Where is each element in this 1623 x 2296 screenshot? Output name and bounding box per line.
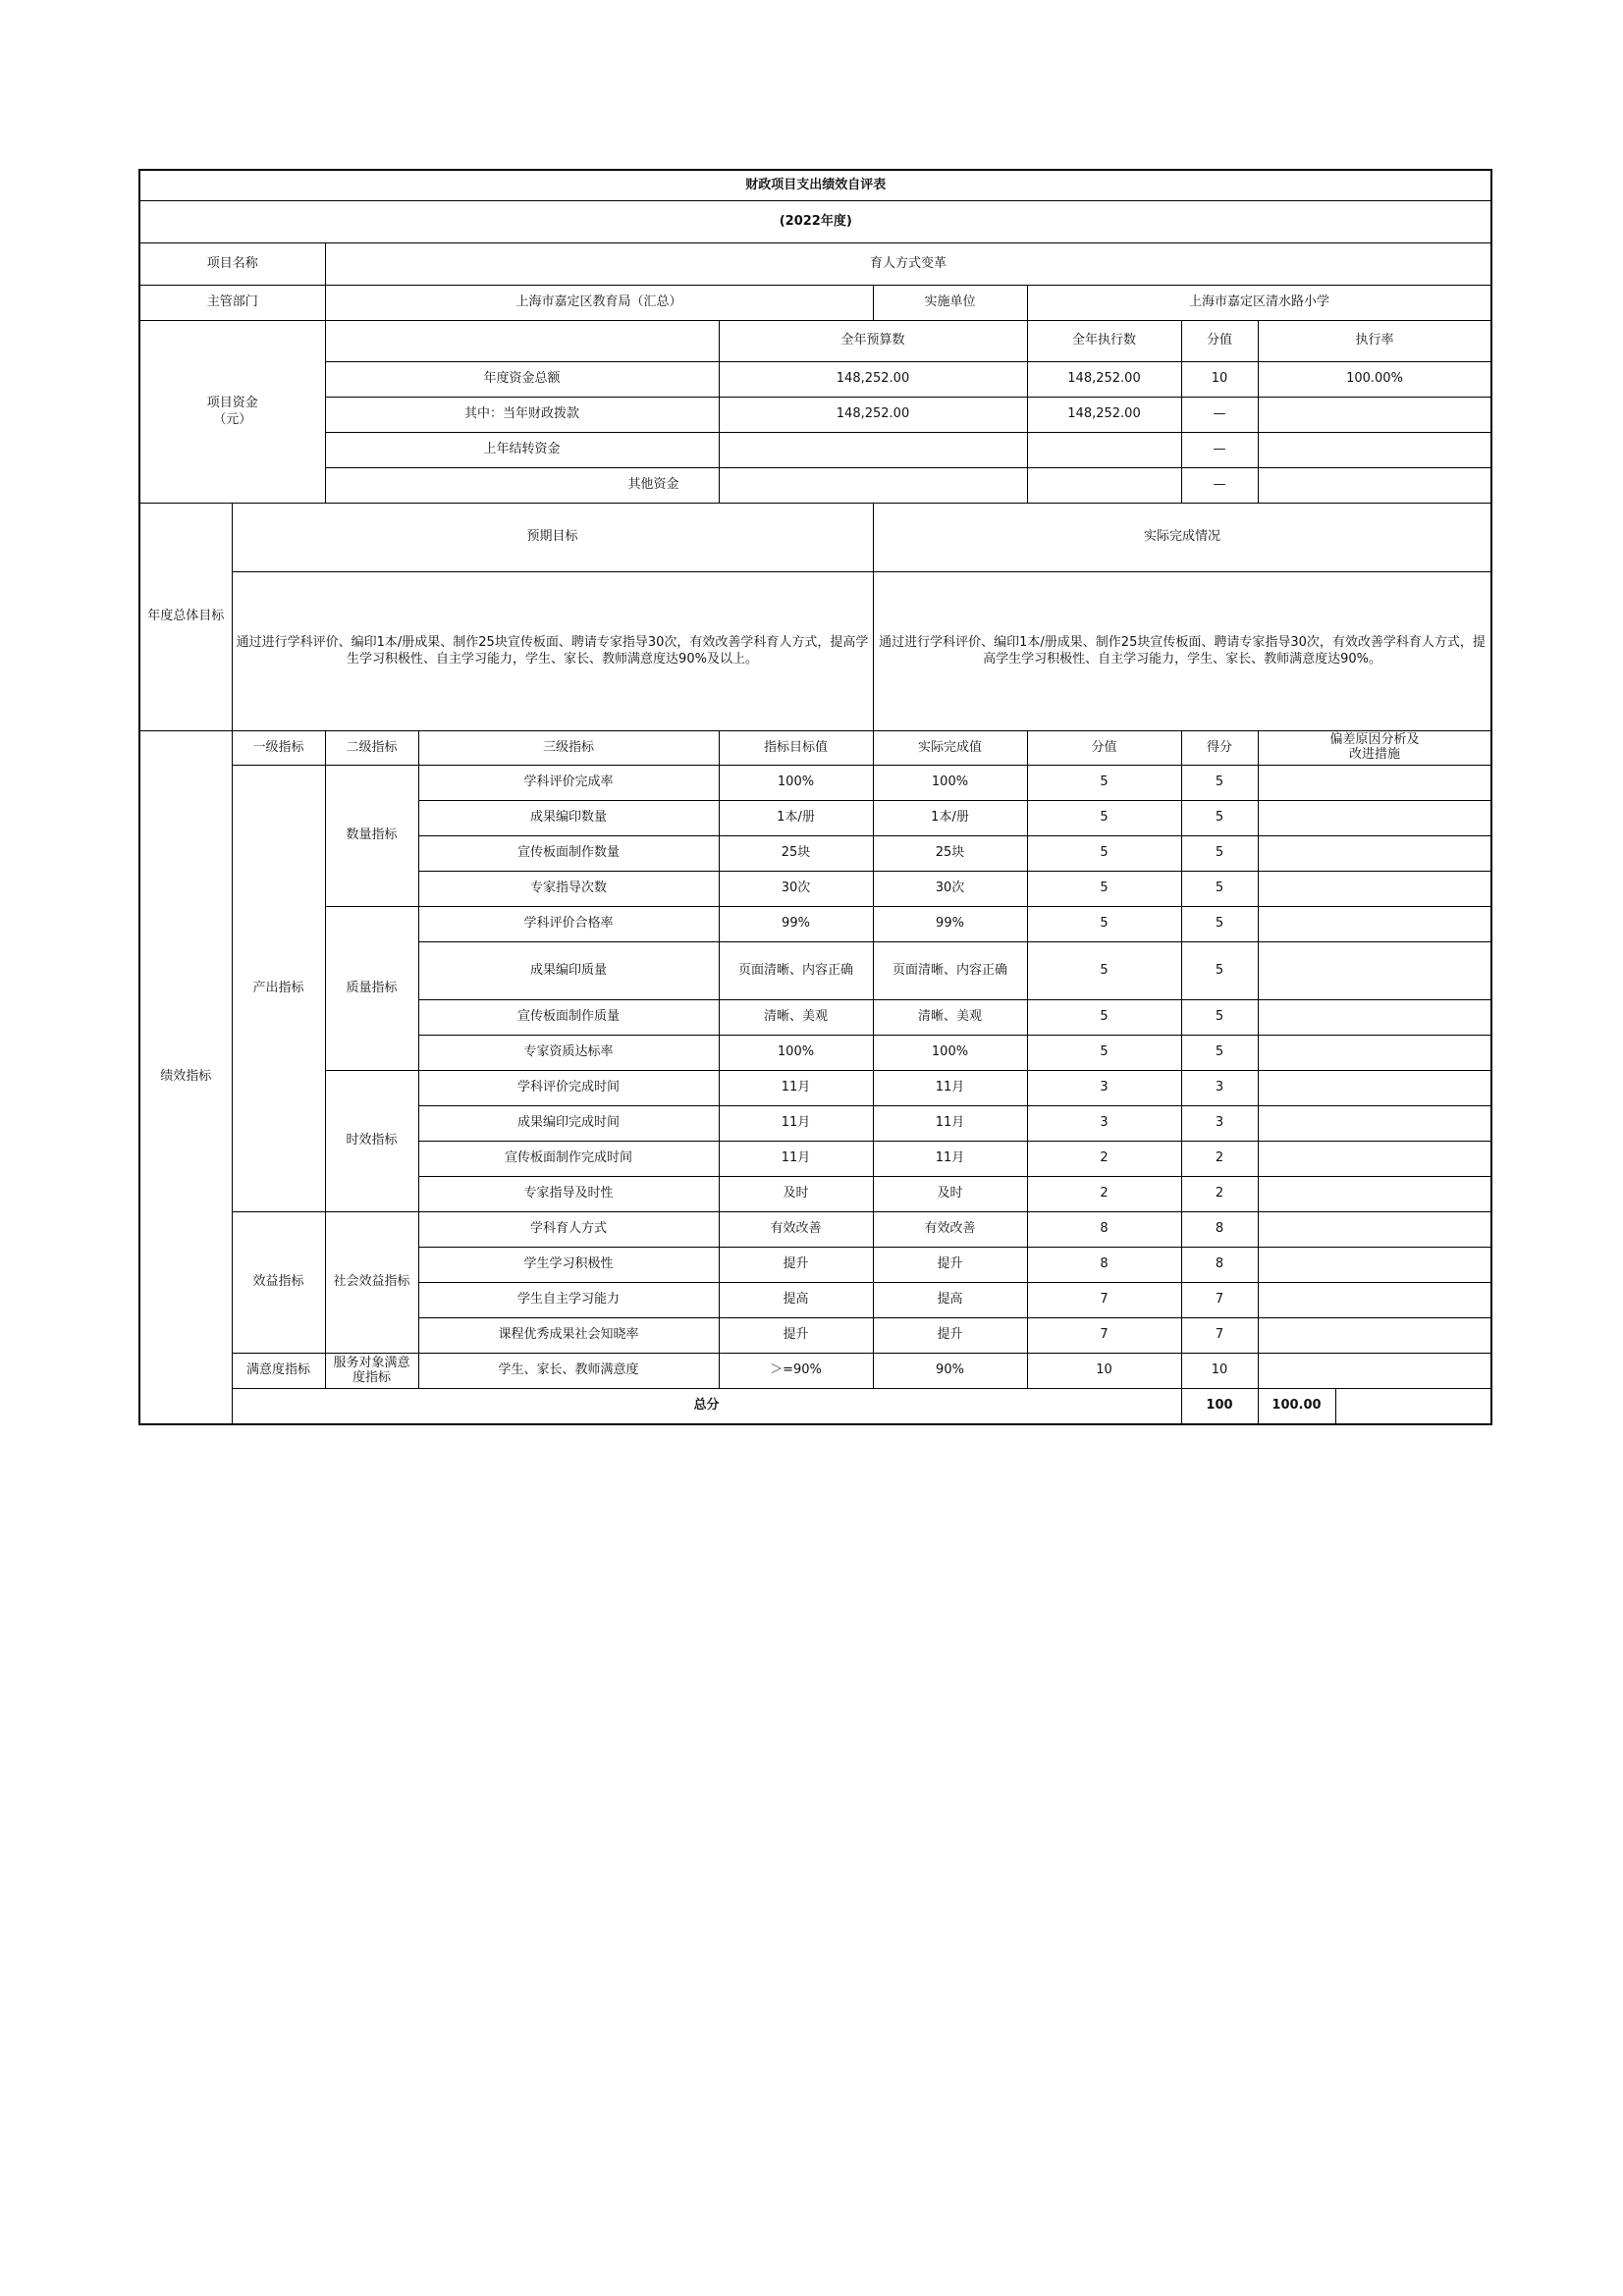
indicator-actual: 11月 (873, 1071, 1027, 1106)
indicator-score-val: 5 (1027, 766, 1181, 801)
funds-row-budget (719, 468, 1027, 504)
indicator-score: 5 (1181, 1000, 1258, 1036)
indicator-score-val: 5 (1027, 1036, 1181, 1071)
indicator-score-val: 8 (1027, 1248, 1181, 1283)
perf-header: 一级指标 (232, 731, 325, 766)
funds-row-budget: 148,252.00 (719, 398, 1027, 433)
perf-header: 分值 (1027, 731, 1181, 766)
indicator-deviation (1258, 836, 1491, 872)
funds-header-rate: 执行率 (1258, 321, 1491, 362)
perf-header: 三级指标 (418, 731, 719, 766)
funds-row-exec (1027, 468, 1181, 504)
indicator-actual: 页面清晰、内容正确 (873, 942, 1027, 1000)
indicator-score: 10 (1181, 1354, 1258, 1389)
indicator-target: 有效改善 (719, 1212, 873, 1248)
indicator-deviation (1258, 1000, 1491, 1036)
funds-header-exec: 全年执行数 (1027, 321, 1181, 362)
indicator-score-val: 5 (1027, 872, 1181, 907)
indicator-target: 1本/册 (719, 801, 873, 836)
indicator-name: 成果编印数量 (418, 801, 719, 836)
indicator-score: 8 (1181, 1248, 1258, 1283)
indicator-target: 30次 (719, 872, 873, 907)
indicator-score-val: 2 (1027, 1142, 1181, 1177)
funds-row-score-val: 10 (1181, 362, 1258, 398)
indicator-score: 5 (1181, 1036, 1258, 1071)
funds-header-score-val: 分值 (1181, 321, 1258, 362)
funds-row-budget (719, 433, 1027, 468)
indicator-actual: 11月 (873, 1106, 1027, 1142)
indicator-target: 及时 (719, 1177, 873, 1212)
indicator-actual: 提高 (873, 1283, 1027, 1318)
indicator-score-val: 5 (1027, 1000, 1181, 1036)
indicator-target: 25块 (719, 836, 873, 872)
indicator-target: ＞=90% (719, 1354, 873, 1389)
funds-row-label: 上年结转资金 (325, 433, 719, 468)
indicator-score-val: 8 (1027, 1212, 1181, 1248)
indicator-name: 成果编印质量 (418, 942, 719, 1000)
project-name-label: 项目名称 (139, 243, 325, 286)
indicator-name: 学科评价完成率 (418, 766, 719, 801)
indicator-target: 提升 (719, 1248, 873, 1283)
funds-row-exec (1027, 433, 1181, 468)
indicator-actual: 100% (873, 766, 1027, 801)
funds-row-rate (1258, 398, 1491, 433)
total-deviation (1335, 1389, 1491, 1424)
indicator-deviation (1258, 872, 1491, 907)
indicator-deviation (1258, 1142, 1491, 1177)
indicator-actual: 11月 (873, 1142, 1027, 1177)
indicator-deviation (1258, 1036, 1491, 1071)
funds-row-exec: 148,252.00 (1027, 362, 1181, 398)
indicator-deviation (1258, 1248, 1491, 1283)
expected-goal-text: 通过进行学科评价、编印1本/册成果、制作25块宣传板面、聘请专家指导30次，有效改善学科育人方式，提高学生学习积极性、自主学习能力，学生、家长、教师满意度达90%及以上。 (232, 572, 873, 731)
performance-table (138, 169, 1492, 1425)
total-score: 100.00 (1258, 1389, 1335, 1424)
indicator-target: 提升 (719, 1318, 873, 1354)
indicator-target: 100% (719, 1036, 873, 1071)
indicator-score: 7 (1181, 1318, 1258, 1354)
indicator-deviation (1258, 1106, 1491, 1142)
indicator-name: 学科评价完成时间 (418, 1071, 719, 1106)
actual-goal-header: 实际完成情况 (873, 504, 1491, 572)
indicator-target: 提高 (719, 1283, 873, 1318)
indicator-name: 专家指导次数 (418, 872, 719, 907)
indicator-deviation (1258, 1283, 1491, 1318)
indicator-score-val: 7 (1027, 1318, 1181, 1354)
funds-row-score-val: — (1181, 433, 1258, 468)
total-label: 总分 (232, 1389, 1181, 1424)
total-score-val: 100 (1181, 1389, 1258, 1424)
indicator-target: 11月 (719, 1106, 873, 1142)
perf-header: 实际完成值 (873, 731, 1027, 766)
indicator-actual: 有效改善 (873, 1212, 1027, 1248)
indicator-score: 2 (1181, 1142, 1258, 1177)
indicator-actual: 提升 (873, 1318, 1027, 1354)
level1-benefit: 效益指标 (232, 1212, 325, 1354)
expected-goal-header: 预期目标 (232, 504, 873, 572)
indicator-actual: 30次 (873, 872, 1027, 907)
indicator-name: 成果编印完成时间 (418, 1106, 719, 1142)
funds-row-rate (1258, 468, 1491, 504)
indicator-score-val: 5 (1027, 801, 1181, 836)
indicator-score: 5 (1181, 872, 1258, 907)
actual-goal-text: 通过进行学科评价、编印1本/册成果、制作25块宣传板面、聘请专家指导30次，有效改善学科育人方式，提高学生学习积极性、自主学习能力，学生、家长、教师满意度达90%。 (873, 572, 1491, 731)
level1-satisfaction: 满意度指标 (232, 1354, 325, 1389)
indicator-score-val: 2 (1027, 1177, 1181, 1212)
indicator-deviation (1258, 1071, 1491, 1106)
indicator-deviation (1258, 1354, 1491, 1389)
indicator-score: 5 (1181, 801, 1258, 836)
indicator-actual: 100% (873, 1036, 1027, 1071)
indicator-actual: 及时 (873, 1177, 1027, 1212)
indicator-name: 学生、家长、教师满意度 (418, 1354, 719, 1389)
project-name-value: 育人方式变革 (325, 243, 1491, 286)
indicator-actual: 90% (873, 1354, 1027, 1389)
funds-row-label: 其他资金 (325, 468, 719, 504)
dept-label: 主管部门 (139, 286, 325, 321)
indicator-target: 11月 (719, 1142, 873, 1177)
indicator-score-val: 5 (1027, 907, 1181, 942)
indicator-name: 学生学习积极性 (418, 1248, 719, 1283)
perf-header: 二级指标 (325, 731, 418, 766)
level2-social: 社会效益指标 (325, 1212, 418, 1354)
indicator-name: 课程优秀成果社会知晓率 (418, 1318, 719, 1354)
indicator-score-val: 10 (1027, 1354, 1181, 1389)
funds-row-exec: 148,252.00 (1027, 398, 1181, 433)
indicator-name: 宣传板面制作质量 (418, 1000, 719, 1036)
indicator-score: 5 (1181, 907, 1258, 942)
indicator-score: 5 (1181, 766, 1258, 801)
level1-output: 产出指标 (232, 766, 325, 1212)
indicator-target: 11月 (719, 1071, 873, 1106)
indicator-target: 99% (719, 907, 873, 942)
page-title: 财政项目支出绩效自评表 (139, 170, 1491, 201)
indicator-score-val: 5 (1027, 942, 1181, 1000)
indicator-score-val: 7 (1027, 1283, 1181, 1318)
funds-label: 项目资金 （元） (139, 321, 325, 504)
indicator-score-val: 3 (1027, 1071, 1181, 1106)
funds-row-rate: 100.00% (1258, 362, 1491, 398)
level2-quantity: 数量指标 (325, 766, 418, 907)
indicator-name: 学科评价合格率 (418, 907, 719, 942)
indicator-score: 5 (1181, 942, 1258, 1000)
funds-row-score-val: — (1181, 468, 1258, 504)
funds-row-label: 年度资金总额 (325, 362, 719, 398)
indicator-score: 3 (1181, 1106, 1258, 1142)
indicator-target: 页面清晰、内容正确 (719, 942, 873, 1000)
year-label: (2022年度) (139, 201, 1491, 243)
indicator-actual: 99% (873, 907, 1027, 942)
indicator-score: 8 (1181, 1212, 1258, 1248)
indicator-target: 100% (719, 766, 873, 801)
indicator-deviation (1258, 1212, 1491, 1248)
indicator-score: 3 (1181, 1071, 1258, 1106)
indicator-actual: 25块 (873, 836, 1027, 872)
indicator-actual: 清晰、美观 (873, 1000, 1027, 1036)
indicator-deviation (1258, 907, 1491, 942)
indicator-score-val: 3 (1027, 1106, 1181, 1142)
indicator-actual: 1本/册 (873, 801, 1027, 836)
indicator-score: 2 (1181, 1177, 1258, 1212)
indicator-deviation (1258, 801, 1491, 836)
perf-label: 绩效指标 (139, 731, 232, 1424)
perf-header: 指标目标值 (719, 731, 873, 766)
perf-header: 偏差原因分析及 改进措施 (1258, 731, 1491, 766)
indicator-name: 宣传板面制作完成时间 (418, 1142, 719, 1177)
funds-row-rate (1258, 433, 1491, 468)
level2-timeliness: 时效指标 (325, 1071, 418, 1212)
funds-row-budget: 148,252.00 (719, 362, 1027, 398)
unit-label: 实施单位 (873, 286, 1027, 321)
dept-value: 上海市嘉定区教育局（汇总） (325, 286, 873, 321)
indicator-name: 宣传板面制作数量 (418, 836, 719, 872)
indicator-score: 7 (1181, 1283, 1258, 1318)
perf-header: 得分 (1181, 731, 1258, 766)
funds-header-budget: 全年预算数 (719, 321, 1027, 362)
indicator-name: 学科育人方式 (418, 1212, 719, 1248)
unit-value: 上海市嘉定区清水路小学 (1027, 286, 1491, 321)
indicator-deviation (1258, 1177, 1491, 1212)
indicator-score: 5 (1181, 836, 1258, 872)
funds-header-blank (325, 321, 719, 362)
goals-label: 年度总体目标 (139, 504, 232, 731)
indicator-deviation (1258, 1318, 1491, 1354)
indicator-actual: 提升 (873, 1248, 1027, 1283)
indicator-name: 学生自主学习能力 (418, 1283, 719, 1318)
indicator-deviation (1258, 766, 1491, 801)
indicator-deviation (1258, 942, 1491, 1000)
level2-service: 服务对象满意度指标 (325, 1354, 418, 1389)
indicator-score-val: 5 (1027, 836, 1181, 872)
indicator-name: 专家指导及时性 (418, 1177, 719, 1212)
funds-row-label: 其中：当年财政拨款 (325, 398, 719, 433)
indicator-target: 清晰、美观 (719, 1000, 873, 1036)
indicator-name: 专家资质达标率 (418, 1036, 719, 1071)
funds-row-score-val: — (1181, 398, 1258, 433)
level2-quality: 质量指标 (325, 907, 418, 1071)
